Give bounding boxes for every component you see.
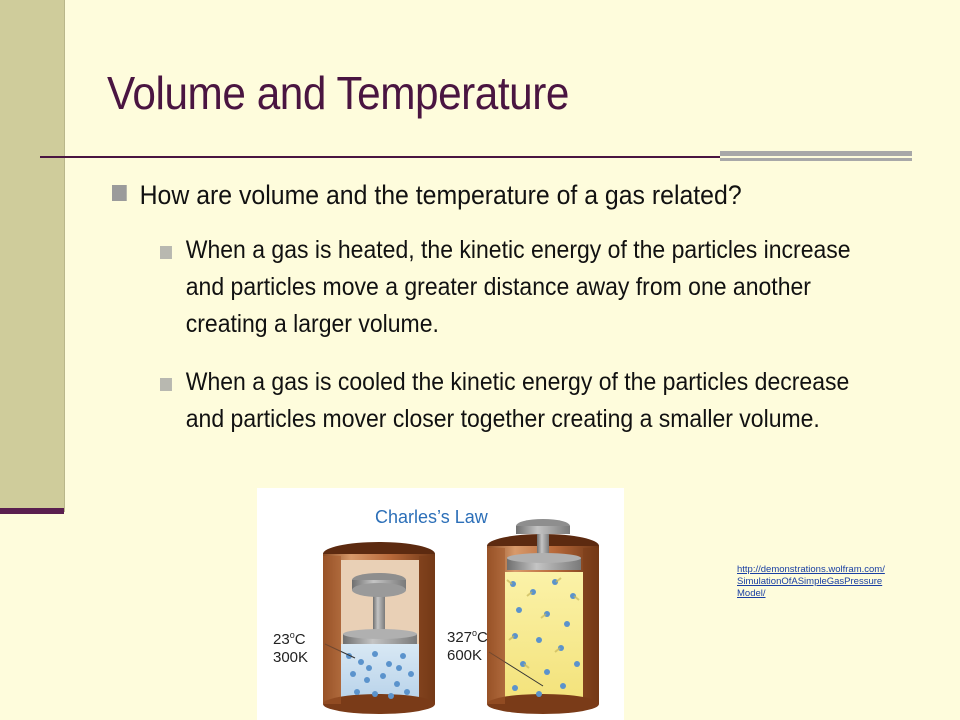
source-link[interactable]: http://demonstrations.wolfram.com/SimulationOfASimpleGasPressureModel/ — [737, 564, 885, 599]
charles-law-figure — [257, 488, 624, 720]
left-celsius-unit: C — [294, 631, 306, 648]
right-degree-mark: o — [472, 628, 478, 638]
main-bullet — [112, 180, 742, 211]
right-celsius-value: 327 — [447, 629, 473, 646]
left-kelvin-value: 300K — [273, 649, 309, 666]
title-underline-accent — [720, 151, 912, 156]
sub-bullet-heated — [160, 232, 878, 343]
left-sidebar-bar — [0, 0, 65, 512]
sub-bullet-text: When a gas is heated, the kinetic energy of the particles increase and particles move a greater distance away from one another creating a larger volume. — [185, 236, 851, 338]
left-cylinder — [323, 542, 435, 714]
sub-bullet-cooled — [160, 364, 878, 438]
left-degree-mark: o — [289, 630, 295, 640]
right-cylinder — [487, 519, 599, 714]
title-underline — [40, 156, 720, 158]
left-celsius-value: 23 — [273, 631, 290, 648]
square-bullet-icon — [160, 246, 172, 259]
right-celsius-unit: C — [477, 629, 488, 646]
main-bullet-text: How are volume and the temperature of a gas related? — [139, 180, 742, 210]
left-temperature-label — [273, 626, 308, 667]
square-bullet-icon — [160, 378, 172, 391]
square-bullet-icon — [112, 185, 127, 201]
slide-title: Volume and Temperature — [107, 67, 569, 119]
figure-title: Charles’s Law — [375, 507, 488, 527]
title-underline-accent-lower — [720, 158, 912, 161]
cylinders-illustration — [257, 488, 624, 720]
right-kelvin-value: 600K — [447, 647, 483, 664]
sub-bullet-text: When a gas is cooled the kinetic energy of the particles decrease and particles mover closer together creating a smaller volume. — [185, 368, 850, 433]
right-temperature-label — [447, 624, 488, 665]
left-sidebar-accent — [0, 508, 64, 514]
